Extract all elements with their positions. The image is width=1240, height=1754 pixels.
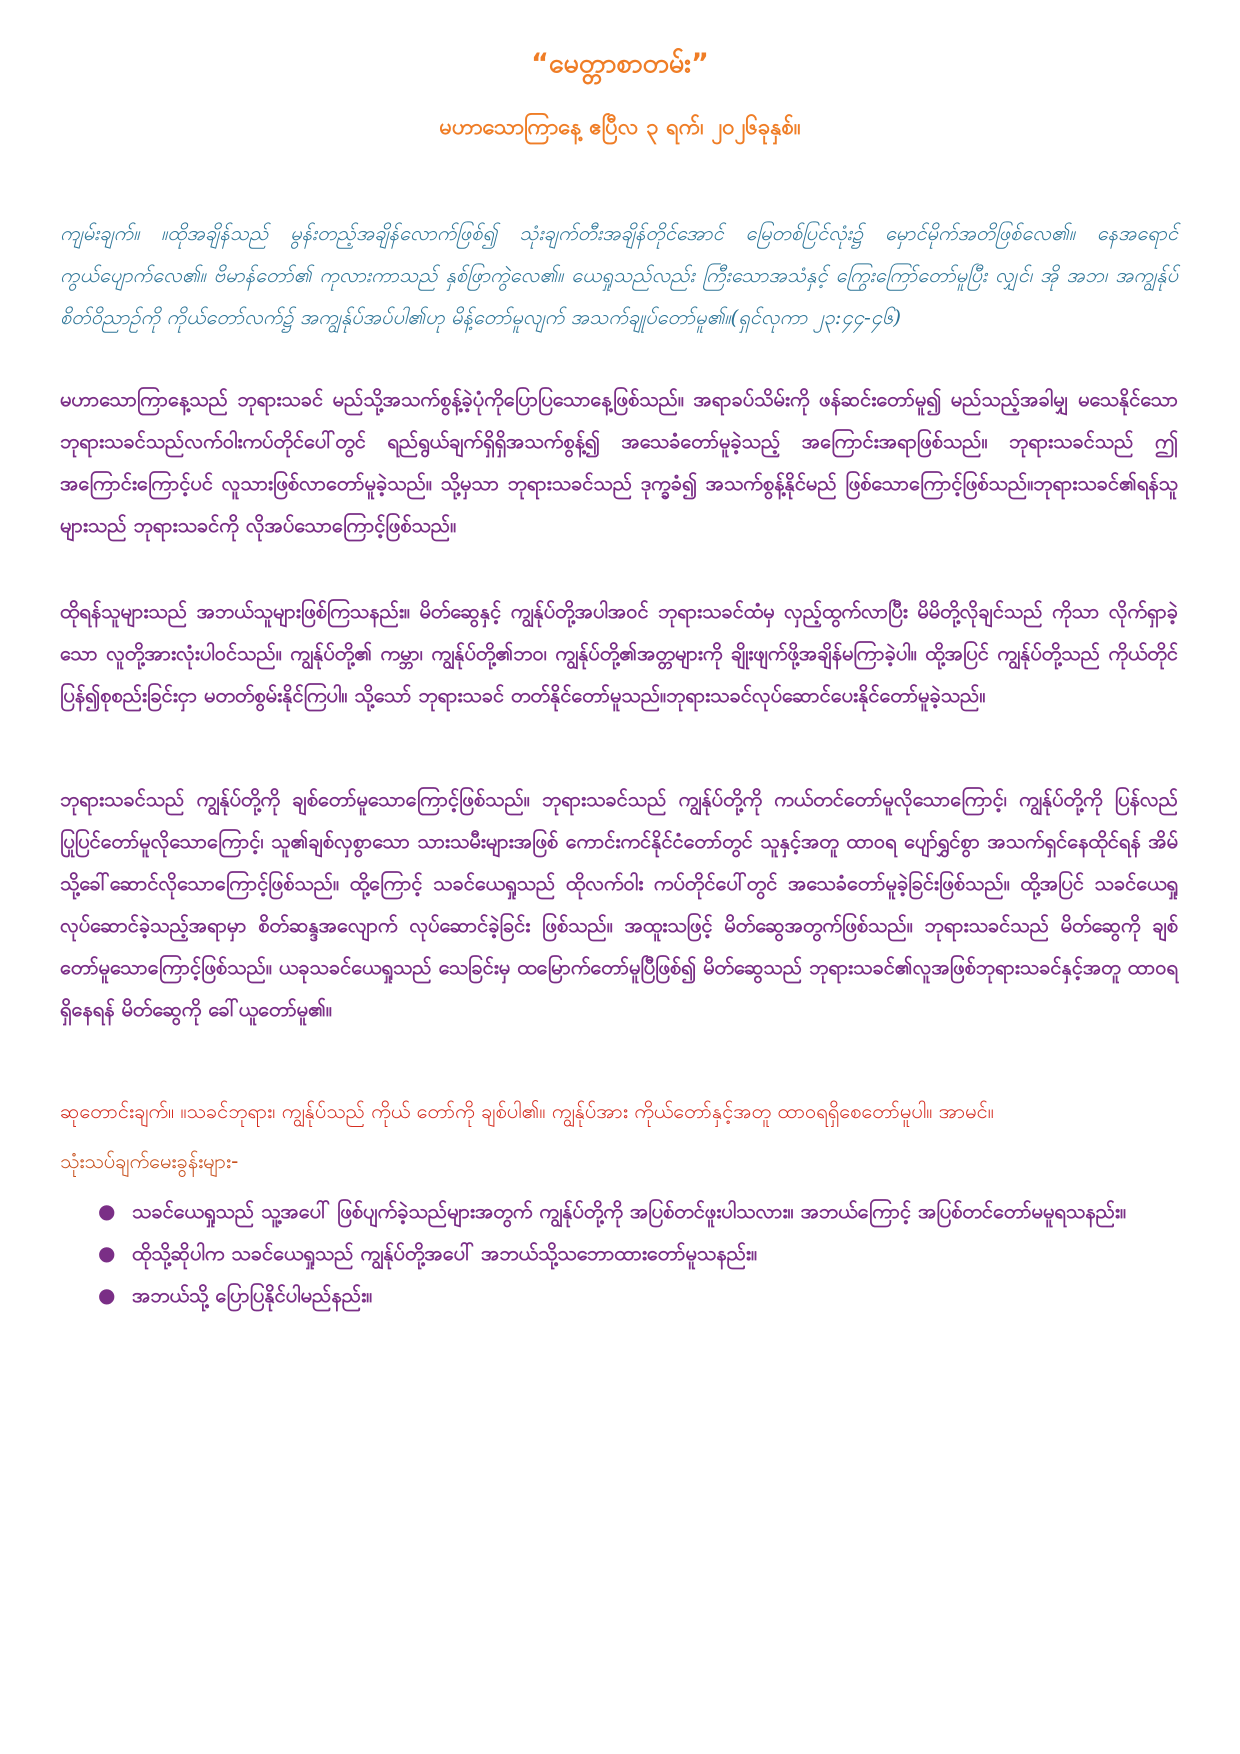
question-text: သခင်ယေရှုသည် သူ့အပေါ် ဖြစ်ပျက်ခဲ့သည်များအတွက် ကျွန်ုပ်တို့ကို အပြစ်တင်ဖူးပါသလား။ အဘယ်ကြောင့် အပြစ်တင်တော်မမူရသနည်း။ (132, 1199, 1127, 1223)
list-item (92, 1190, 1178, 1232)
question-text: ထိုသို့ဆိုပါက သခင်ယေရှုသည် ကျွန်ုပ်တို့အပေါ် အဘယ်သို့သဘောထားတော်မူသနည်း။ (132, 1241, 758, 1265)
body-paragraph: ဘုရားသခင်သည် ကျွန်ုပ်တို့ကို ချစ်တော်မူသောကြောင့်ဖြစ်သည်။ ဘုရားသခင်သည် ကျွန်ုပ်တို့ကို ကယ်တင်တော်မူလိုသောကြောင့်၊ ကျွန်ုပ်တို့ကို ပြန်လည်ပြုပြင်တော်မူလိုသောကြောင့်၊ သူ၏ချစ်လှစွာသော သားသမီးများအဖြစ် ကောင်းကင်နိုင်ငံတော်တွင် သူနှင့်အတူ ထာဝရ ပျော်ရွှင်စွာ အသက်ရှင်နေထိုင်ရန် အိမ်သို့ခေါ်ဆောင်လိုသောကြောင့်ဖြစ်သည်။ ထို့ကြောင့် သခင်ယေရှုသည် ထိုလက်ဝါး ကပ်တိုင်ပေါ်တွင် အသေခံတော်မူခဲ့ခြင်းဖြစ်သည်။ ထို့အပြင် သခင်ယေရှုလုပ်ဆောင်ခဲ့သည့်အရာမှာ စိတ်ဆန္ဒအလျောက် လုပ်ဆောင်ခဲ့ခြင်း ဖြစ်သည်။ အထူးသဖြင့် မိတ်ဆွေအတွက်ဖြစ်သည်။ ဘုရားသခင်သည် မိတ်ဆွေကို ချစ်တော်မူသောကြောင့်ဖြစ်သည်။ ယခုသခင်ယေရှုသည် သေခြင်းမှ ထမြောက်တော်မူပြီဖြစ်၍ မိတ်ဆွေသည် ဘုရားသခင်၏လူအဖြစ်ဘုရားသခင်နှင့်အတူ ထာဝရရှိနေရန် မိတ်ဆွေကို ခေါ်ယူတော်မူ၏။ (60, 787, 1178, 1021)
list-item (92, 1274, 1178, 1316)
question-text: အဘယ်သို့ ပြောပြနိုင်ပါမည်နည်း။ (132, 1283, 373, 1307)
bullet-icon: ● (98, 1199, 116, 1223)
bullet-icon: ● (98, 1283, 116, 1307)
document-subtitle: မဟာသောကြာနေ့ ဧပြီလ ၃ ရက်၊ ၂၀၂၆ခုနှစ်။ (439, 115, 801, 140)
questions-list (92, 1190, 1178, 1316)
scripture-passage: ကျမ်းချက်။ ။ထိုအချိန်သည် မွန်းတည့်အချိန်လောက်ဖြစ်၍ သုံးချက်တီးအချိန်တိုင်အောင် မြေတစ်ပြင်လုံး၌ မှောင်မိုက်အတိဖြစ်လေ၏။ နေအရောင် ကွယ်ပျောက်လေ၏။ ဗိမာန်တော်၏ ကုလားကာသည် နှစ်ဖြာကွဲလေ၏။ ယေရှုသည်လည်း ကြီးသောအသံနှင့် ကြွေးကြော်တော်မူပြီး လျှင်၊ အို အဘ၊ အကျွန်ုပ်စိတ်ဝိညာဉ်ကို ကိုယ်တော်လက်၌ အကျွန်ုပ်အပ်ပါ၏ဟု မိန့်တော်မူလျက် အသက်ချုပ်တော်မူ၏။(ရှင်လုကာ ၂၃:၄၄-၄၆) (60, 221, 1178, 329)
body-paragraph: ထိုရန်သူများသည် အဘယ်သူများဖြစ်ကြသနည်း။ မိတ်ဆွေနှင့် ကျွန်ုပ်တို့အပါအဝင် ဘုရားသခင်ထံမှ လှည့်ထွက်လာပြီး မိမိတို့လိုချင်သည် ကိုသာ လိုက်ရှာခဲ့သော လူတို့အားလုံးပါဝင်သည်။ ကျွန်ုပ်တို့၏ ကမ္ဘာ၊ ကျွန်ုပ်တို့၏ဘဝ၊ ကျွန်ုပ်တို့၏အတ္တများကို ချိုးဖျက်ဖို့အချိန်မကြာခဲ့ပါ။ ထို့အပြင် ကျွန်ုပ်တို့သည် ကိုယ်တိုင် ပြန်၍စုစည်းခြင်းငှာ မတတ်စွမ်းနိုင်ကြပါ။ သို့သော် ဘုရားသခင် တတ်နိုင်တော်မူသည်။ဘုရားသခင်လုပ်ဆောင်ပေးနိုင်တော်မူခဲ့သည်။ (60, 599, 1178, 707)
prayer-text: ဆုတောင်းချက်။ ။သခင်ဘုရား၊ ကျွန်ုပ်သည် ကိုယ် တော်ကို ချစ်ပါ၏။ ကျွန်ုပ်အား ကိုယ်တော်နှင့်အတူ ထာဝရရှိစေတော်မူပါ။ အာမင်။ (60, 1099, 994, 1123)
document-title: “မေတ္တာစာတမ်း” (531, 48, 709, 79)
list-item (92, 1232, 1178, 1274)
questions-heading: သုံးသပ်ချက်မေးခွန်းများ- (60, 1149, 239, 1173)
bullet-icon: ● (98, 1241, 116, 1265)
body-paragraph: မဟာသောကြာနေ့သည် ဘုရားသခင် မည်သို့အသက်စွန့်ခဲ့ပုံကိုပြောပြသောနေ့ဖြစ်သည်။ အရာခပ်သိမ်းကို ဖန်ဆင်းတော်မူ၍ မည်သည့်အခါမျှ မသေနိုင်သောဘုရားသခင်သည်လက်ဝါးကပ်တိုင်ပေါ်တွင် ရည်ရွယ်ချက်ရှိရှိအသက်စွန့်၍ အသေခံတော်မူခဲ့သည့် အကြောင်းအရာဖြစ်သည်။ ဘုရားသခင်သည် ဤအကြောင်းကြောင့်ပင် လူသားဖြစ်လာတော်မူခဲ့သည်။ သို့မှသာ ဘုရားသခင်သည် ဒုက္ခခံ၍ အသက်စွန့်နိုင်မည် ဖြစ်သောကြောင့်ဖြစ်သည်။ဘုရားသခင်၏ရန်သူများသည် ဘုရားသခင်ကို လိုအပ်သောကြောင့်ဖြစ်သည်။ (60, 387, 1178, 537)
